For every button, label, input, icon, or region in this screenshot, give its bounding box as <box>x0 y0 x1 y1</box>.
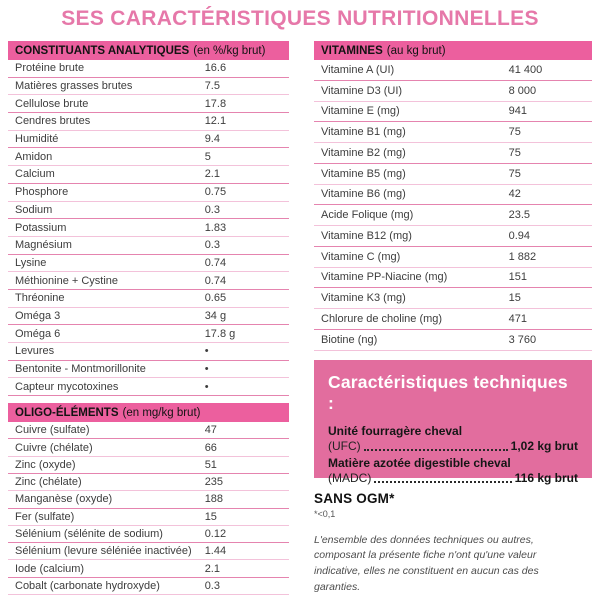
row-label: Vitamine B1 (mg) <box>321 126 406 139</box>
row-label: Lysine <box>15 256 47 269</box>
row-label: Chlorure de choline (mg) <box>321 312 443 325</box>
row-value: 1 882 <box>508 250 537 263</box>
dotted-leader <box>374 481 511 483</box>
table-row <box>8 166 289 184</box>
row-value: 51 <box>204 458 217 471</box>
techbox-items <box>328 424 578 486</box>
table-row <box>8 272 289 290</box>
row-label: Cendres brutes <box>15 115 91 128</box>
row-value: 12.1 <box>204 115 227 128</box>
row-label: Zinc (chélate) <box>15 476 82 489</box>
table-row <box>8 457 289 474</box>
table-row <box>314 309 592 330</box>
table-row <box>314 164 592 185</box>
oligo-table <box>8 422 289 595</box>
table-row <box>314 226 592 247</box>
row-value: 0.12 <box>204 527 227 540</box>
table-row <box>8 202 289 220</box>
row-label: Vitamine K3 (mg) <box>321 292 406 305</box>
row-value: 0.75 <box>204 186 227 199</box>
row-label: Vitamine PP-Niacine (mg) <box>321 271 448 284</box>
row-label: Cobalt (carbonate hydroxyde) <box>15 579 160 592</box>
row-label: Méthionine + Cystine <box>15 274 119 287</box>
table-row <box>314 288 592 309</box>
row-label: Vitamine E (mg) <box>321 105 400 118</box>
analytical-table <box>8 60 289 396</box>
table-row <box>8 474 289 491</box>
table-row <box>8 343 289 361</box>
table-row <box>8 219 289 237</box>
tech-item <box>328 456 578 486</box>
row-label: Sélénium (levure séléniée inactivée) <box>15 545 192 558</box>
row-value: 9.4 <box>204 133 220 146</box>
left-column <box>8 41 289 596</box>
row-value: 5 <box>204 150 211 163</box>
table-row <box>8 255 289 273</box>
tech-item-value: 1,02 kg brut <box>510 438 578 453</box>
row-label: Vitamine A (UI) <box>321 63 395 76</box>
analytical-section <box>8 41 289 396</box>
row-label: Vitamine B6 (mg) <box>321 188 406 201</box>
table-row <box>8 308 289 326</box>
row-value: 66 <box>204 441 217 454</box>
row-value: 0.65 <box>204 292 227 305</box>
table-row <box>8 325 289 343</box>
row-label: Iode (calcium) <box>15 562 85 575</box>
row-value: 1.44 <box>204 545 227 558</box>
table-row <box>8 148 289 166</box>
row-value: 0.74 <box>204 274 227 287</box>
row-value: 941 <box>508 105 527 118</box>
right-column <box>314 41 592 596</box>
table-row <box>8 439 289 456</box>
table-row <box>8 560 289 577</box>
row-value: 2.1 <box>204 168 220 181</box>
table-row <box>8 422 289 439</box>
tech-item-label: Matière azotée digestible cheval <box>328 455 511 470</box>
row-label: Vitamine B2 (mg) <box>321 146 406 159</box>
dotted-leader <box>364 449 508 451</box>
row-value: 15 <box>508 292 521 305</box>
row-value: 41 400 <box>508 63 543 76</box>
vitamins-table <box>314 60 592 351</box>
table-row <box>8 60 289 78</box>
section-unit: (en %/kg brut) <box>193 44 266 57</box>
row-label: Cuivre (sulfate) <box>15 424 90 437</box>
row-value: 0.94 <box>508 229 531 242</box>
table-row <box>8 95 289 113</box>
technical-characteristics-box <box>314 360 592 485</box>
row-value: 34 g <box>204 309 227 322</box>
row-label: Sodium <box>15 203 53 216</box>
section-title: OLIGO-ÉLÉMENTS <box>15 406 119 419</box>
table-row <box>8 378 289 396</box>
table-row <box>8 543 289 560</box>
table-row <box>8 578 289 595</box>
tech-item <box>328 424 578 454</box>
row-label: Vitamine B12 (mg) <box>321 229 412 242</box>
row-label: Fer (sulfate) <box>15 510 75 523</box>
row-value: 75 <box>508 146 521 159</box>
table-row <box>314 185 592 206</box>
oligo-header-bar <box>8 403 289 422</box>
table-row <box>8 131 289 149</box>
oligo-section <box>8 403 289 595</box>
row-value: • <box>204 380 209 393</box>
section-title: VITAMINES <box>321 44 383 57</box>
table-row <box>8 184 289 202</box>
vitamins-header-bar <box>314 41 592 60</box>
section-unit: (en mg/kg brut) <box>122 406 201 419</box>
row-value: 75 <box>508 126 521 139</box>
tech-item-label: Unité fourragère cheval <box>328 423 463 438</box>
table-row <box>314 268 592 289</box>
row-value: 7.5 <box>204 80 220 93</box>
row-value: • <box>204 363 209 376</box>
table-row <box>314 122 592 143</box>
section-title: CONSTITUANTS ANALYTIQUES <box>15 44 190 57</box>
row-value: 188 <box>204 493 224 506</box>
row-value: 3 760 <box>508 333 537 346</box>
row-label: Bentonite - Montmorillonite <box>15 363 146 376</box>
tech-item-line <box>328 439 578 454</box>
table-row <box>8 509 289 526</box>
page-title: SES CARACTÉRISTIQUES NUTRITIONNELLES <box>61 7 539 30</box>
row-value: 0.74 <box>204 256 227 269</box>
tech-item-line <box>328 471 578 486</box>
row-value: 471 <box>508 312 527 325</box>
row-value: 16.6 <box>204 62 227 75</box>
row-label: Zinc (oxyde) <box>15 458 76 471</box>
row-label: Vitamine D3 (UI) <box>321 84 403 97</box>
table-row <box>314 102 592 123</box>
row-value: 17.8 <box>204 97 227 110</box>
row-label: Humidité <box>15 133 59 146</box>
table-row <box>314 247 592 268</box>
table-row <box>8 78 289 96</box>
row-label: Biotine (ng) <box>321 333 378 346</box>
row-value: 15 <box>204 510 217 523</box>
table-row <box>8 113 289 131</box>
row-value: 1.83 <box>204 221 227 234</box>
row-value: 75 <box>508 167 521 180</box>
row-value: 0.3 <box>204 239 220 252</box>
row-label: Sélénium (sélénite de sodium) <box>15 527 163 540</box>
table-row <box>314 60 592 81</box>
legal-disclaimer: L'ensemble des données techniques ou autres, composant la présente fiche n'ont qu'une valeur indicative, elles ne constituent en aucun cas des garanties. <box>314 533 539 593</box>
row-label: Vitamine C (mg) <box>321 250 401 263</box>
row-value: 17.8 g <box>204 327 236 340</box>
row-label: Cellulose brute <box>15 97 89 110</box>
row-label: Capteur mycotoxines <box>15 380 119 393</box>
analytical-header-bar <box>8 41 289 60</box>
table-row <box>8 290 289 308</box>
row-label: Vitamine B5 (mg) <box>321 167 406 180</box>
row-value: 2.1 <box>204 562 220 575</box>
techbox-heading: Caractéristiques techniques : <box>328 371 568 413</box>
vitamins-section <box>314 41 592 351</box>
row-value: 23.5 <box>508 209 531 222</box>
row-value: 42 <box>508 188 521 201</box>
tech-item-abbr: (MADC) <box>328 470 372 485</box>
row-label: Manganèse (oxyde) <box>15 493 113 506</box>
sans-ogm-title: SANS OGM* <box>314 490 395 506</box>
row-label: Calcium <box>15 168 55 181</box>
row-label: Matières grasses brutes <box>15 80 133 93</box>
row-label: Levures <box>15 345 55 358</box>
row-label: Amidon <box>15 150 53 163</box>
section-unit: (au kg brut) <box>386 44 446 57</box>
tech-item-abbr: (UFC) <box>328 438 361 453</box>
row-label: Phosphore <box>15 186 69 199</box>
table-row <box>314 330 592 351</box>
row-label: Cuivre (chélate) <box>15 441 93 454</box>
table-row <box>8 526 289 543</box>
row-label: Magnésium <box>15 239 72 252</box>
table-row <box>8 237 289 255</box>
sans-ogm-note: *<0,1 <box>314 508 336 519</box>
row-value: 47 <box>204 424 217 437</box>
row-label: Potassium <box>15 221 67 234</box>
table-row <box>314 81 592 102</box>
row-value: 235 <box>204 476 224 489</box>
row-label: Oméga 6 <box>15 327 61 340</box>
row-value: 151 <box>508 271 527 284</box>
table-row <box>314 143 592 164</box>
row-value: 8 000 <box>508 84 537 97</box>
row-label: Oméga 3 <box>15 309 61 322</box>
tech-item-value: 116 kg brut <box>514 470 578 485</box>
row-value: 0.3 <box>204 579 220 592</box>
table-row <box>8 361 289 379</box>
row-value: 0.3 <box>204 203 220 216</box>
two-column-layout <box>8 41 592 596</box>
row-label: Acide Folique (mg) <box>321 209 414 222</box>
row-label: Protéine brute <box>15 62 85 75</box>
row-value: • <box>204 345 209 358</box>
table-row <box>8 491 289 508</box>
row-label: Thréonine <box>15 292 65 305</box>
table-row <box>314 205 592 226</box>
